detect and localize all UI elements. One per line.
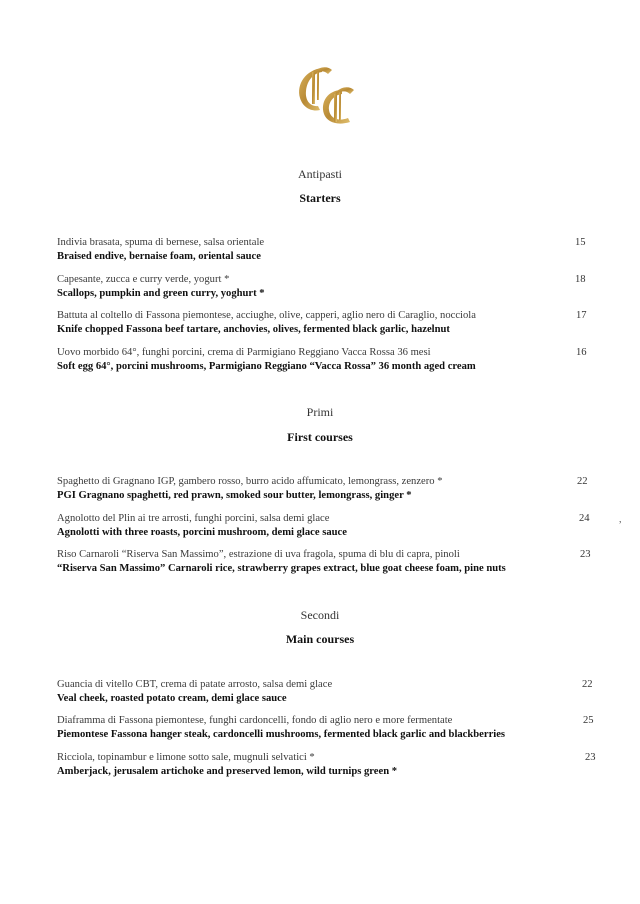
dish-name-italian: Diaframma di Fassona piemontese, funghi cardoncelli, fondo di aglio nero e more fermentate [57, 715, 453, 726]
dish-price: 22 [577, 476, 588, 487]
dish-name-italian: Ricciola, topinambur e limone sotto sale, mugnuli selvatici * [57, 752, 315, 763]
dish-name-italian: Riso Carnaroli “Riserva San Massimo”, estrazione di uva fragola, spuma di blu di capra, pinoli [57, 549, 460, 560]
dish-name-english: PGI Gragnano spaghetti, red prawn, smoked sour butter, lemongrass, ginger * [57, 490, 412, 501]
dish-price: 24 [579, 513, 590, 524]
dish-name-english: Agnolotti with three roasts, porcini mushroom, demi glace sauce [57, 527, 347, 538]
dish-name-english: Veal cheek, roasted potato cream, demi glace sauce [57, 693, 287, 704]
dish-name-english: Soft egg 64°, porcini mushrooms, Parmigiano Reggiano “Vacca Rossa” 36 month aged cream [57, 361, 476, 372]
menu-item [57, 751, 617, 779]
dish-price: 22 [582, 679, 593, 690]
dish-price: 16 [576, 347, 587, 358]
menu-item [57, 678, 617, 706]
dish-price: 25 [583, 715, 594, 726]
menu-item [57, 714, 617, 742]
dish-name-italian: Uovo morbido 64°, funghi porcini, crema di Parmigiano Reggiano Vacca Rossa 36 mesi [57, 347, 431, 358]
dish-name-italian: Agnolotto del Plin ai tre arrosti, funghi porcini, salsa demi glace [57, 513, 330, 524]
dish-price: 18 [575, 274, 586, 285]
section-title-antipasti: Antipasti [298, 167, 342, 181]
dish-name-italian: Indivia brasata, spuma di bernese, salsa orientale [57, 237, 265, 248]
restaurant-logo [292, 60, 362, 130]
dish-name-italian: Capesante, zucca e curry verde, yogurt * [57, 274, 230, 285]
dish-price: 17 [576, 310, 587, 321]
menu-item [57, 512, 617, 540]
section-subtitle-primi: First courses [287, 430, 353, 444]
menu-item [57, 475, 617, 503]
dish-name-english: “Riserva San Massimo” Carnaroli rice, strawberry grapes extract, blue goat cheese foam, pine nuts [57, 563, 506, 574]
menu-item [57, 236, 617, 264]
section-title-primi: Primi [306, 405, 334, 419]
dish-name-english: Knife chopped Fassona beef tartare, anchovies, olives, fermented black garlic, hazelnut [57, 324, 450, 335]
dish-price: 15 [575, 237, 586, 248]
dish-name-italian: Spaghetto di Gragnano IGP, gambero rosso, burro acido affumicato, lemongrass, zenzero * [57, 476, 443, 487]
section-title-secondi: Secondi [300, 608, 340, 622]
section-subtitle-secondi: Main courses [285, 632, 355, 646]
dish-name-italian: Battuta al coltello di Fassona piemontese, acciughe, olive, capperi, aglio nero di Caraglio, nocciola [57, 310, 476, 321]
dish-price: 23 [580, 549, 591, 560]
menu-item [57, 548, 617, 576]
dish-name-english: Piemontese Fassona hanger steak, cardoncelli mushrooms, fermented black garlic and blackberries [57, 729, 506, 740]
section-subtitle-antipasti: Starters [299, 191, 341, 205]
menu-item [57, 309, 617, 337]
dish-name-english: Braised endive, bernaise foam, oriental sauce [57, 251, 261, 262]
menu-item [57, 273, 617, 301]
dish-name-english: Scallops, pumpkin and green curry, yoghurt * [57, 288, 265, 299]
stray-mark: , [619, 514, 622, 525]
menu-item [57, 346, 617, 374]
dish-price: 23 [585, 752, 596, 763]
dish-name-english: Amberjack, jerusalem artichoke and preserved lemon, wild turnips green * [57, 766, 398, 777]
dish-name-italian: Guancia di vitello CBT, crema di patate arrosto, salsa demi glace [57, 679, 333, 690]
